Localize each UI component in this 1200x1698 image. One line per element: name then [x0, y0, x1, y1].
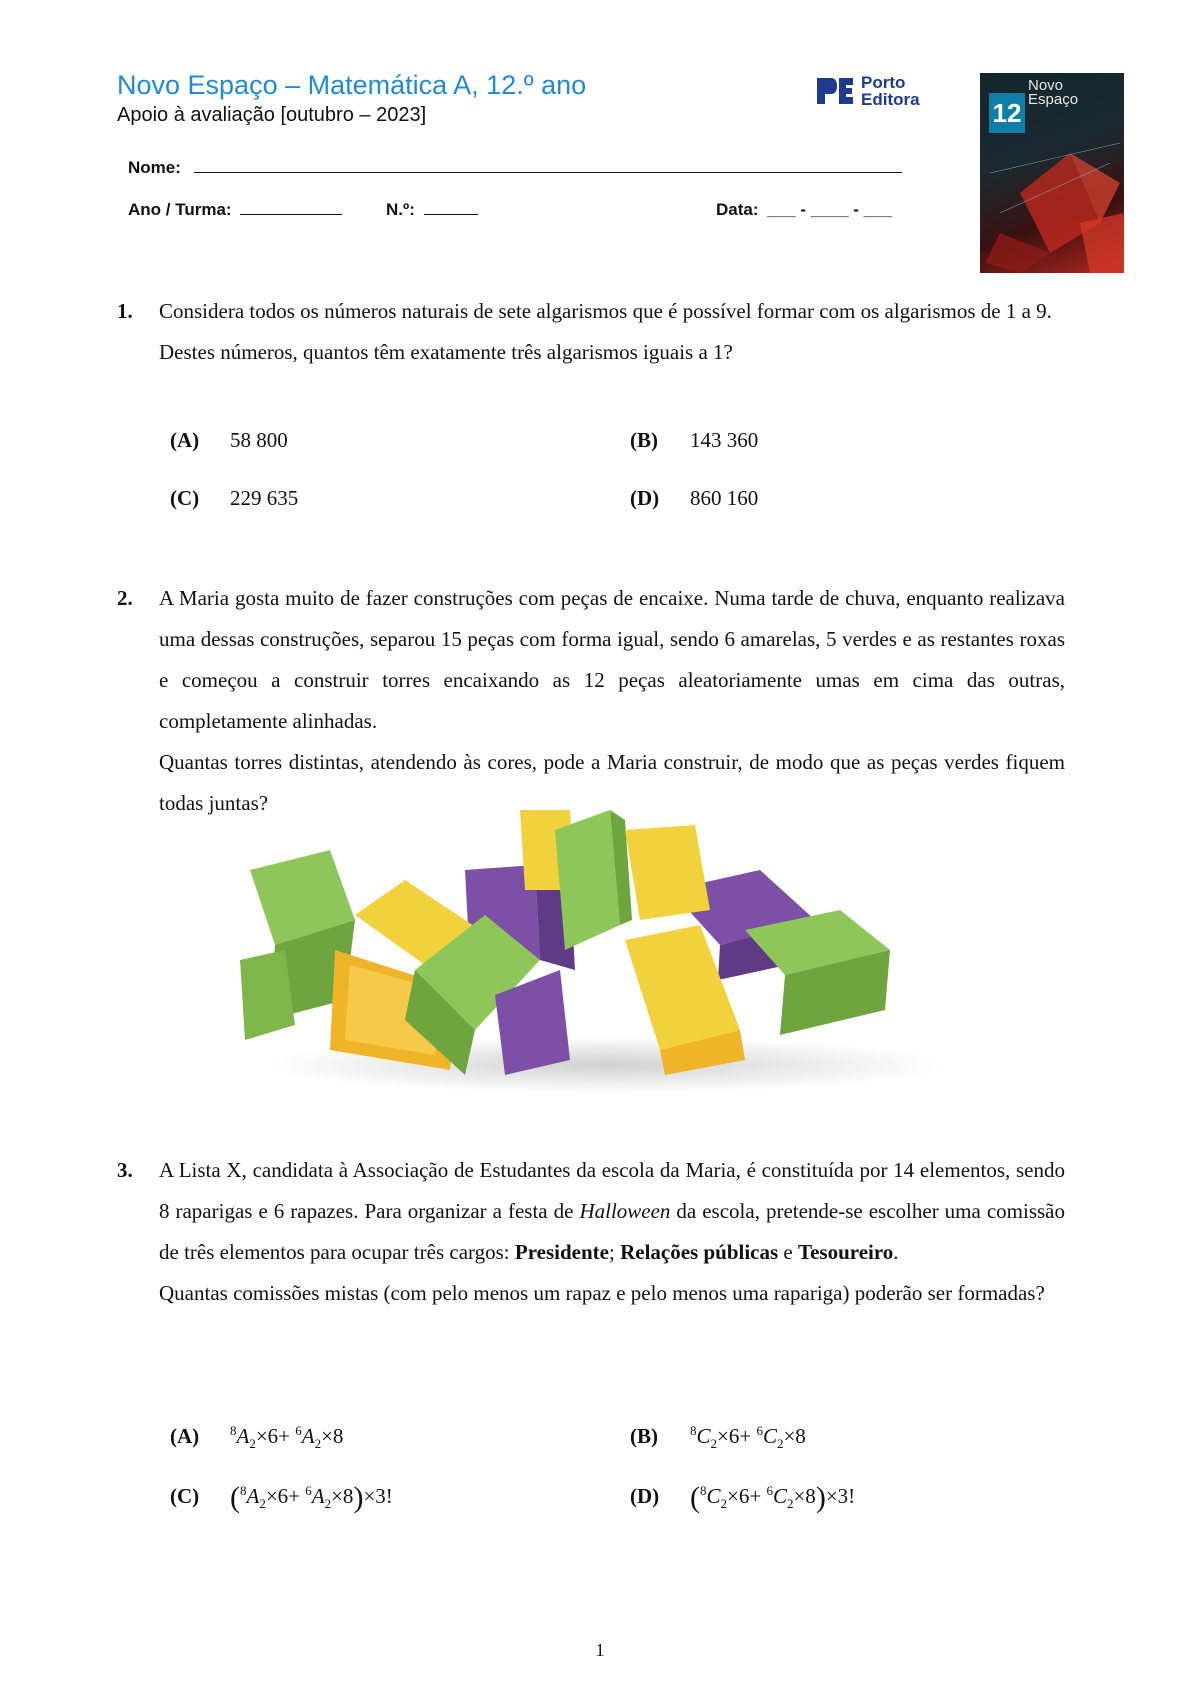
option-letter: (D) [630, 1484, 660, 1508]
question-3-prompt: Quantas comissões mistas (com pelo menos um rapaz e pelo menos uma rapariga) poderão ser formadas? [159, 1281, 1045, 1305]
book-cover-image [980, 73, 1124, 273]
question-2 [117, 578, 1065, 824]
logo-text-line-1: Porto [861, 73, 906, 92]
class-input-line[interactable] [240, 200, 342, 215]
cover-number: 12 [989, 93, 1025, 133]
document-title: Novo Espaço – Matemática A, 12.º ano [117, 70, 587, 100]
publisher-logo-icon [815, 74, 855, 108]
option-letter: (C) [170, 1484, 200, 1508]
logo-text-line-2: Editora [861, 90, 920, 109]
option-value: 860 160 [690, 486, 759, 510]
question-3-number: 3. [117, 1158, 133, 1182]
porto-editora-logo [815, 74, 930, 114]
option-letter: (C) [170, 486, 200, 510]
option-formula: $^8A_2\times 6+ ^6A_2\times 8$ [230, 1423, 344, 1452]
number-field [386, 200, 478, 220]
name-input-line[interactable] [194, 158, 902, 173]
name-field [128, 158, 902, 178]
green-brick-tall [555, 810, 632, 950]
option-letter: (B) [630, 1424, 658, 1448]
question-1-prompt: Destes números, quantos têm exatamente três algarismos iguais a 1? [159, 340, 733, 364]
building-bricks-image [240, 810, 970, 1095]
question-1-option-c[interactable] [170, 486, 298, 511]
date-label: Data: [716, 200, 759, 219]
date-field [716, 200, 892, 220]
question-3-italic-term: Halloween [579, 1199, 671, 1223]
question-3-option-a[interactable] [170, 1423, 343, 1452]
question-2-text: A Maria gosta muito de fazer construções com peças de encaixe. Numa tarde de chuva, enquanto realizava uma dessas construções, separou 15 peças com forma igual, sendo 6 amarelas, 5 verdes e as restantes roxas e começou a construir torres encaixando as 12 peças aleatoriamente umas em cima das outras, completamente alinhadas. [159, 586, 1065, 733]
question-3-option-b[interactable] [630, 1423, 806, 1452]
option-letter: (A) [170, 1424, 200, 1448]
question-2-prompt: Quantas torres distintas, atendendo às cores, pode a Maria construir, de modo que as peças verdes fiquem todas juntas? [159, 750, 1065, 815]
cover-title-line-1: Novo [1028, 77, 1064, 94]
logo-text [861, 74, 920, 108]
role-separator-1: ; [608, 1240, 621, 1264]
question-1-option-a[interactable] [170, 428, 288, 453]
question-1-option-b[interactable] [630, 428, 758, 453]
number-input-line[interactable] [424, 200, 478, 215]
date-input-blanks[interactable]: ___ - ____ - ___ [767, 200, 893, 219]
question-1-number: 1. [117, 299, 133, 323]
cover-title-line-2: Espaço [1028, 91, 1079, 108]
role-treasurer: Tesoureiro [798, 1240, 894, 1264]
question-3-text [159, 1150, 1065, 1273]
question-1 [117, 291, 1065, 373]
option-formula: $(^8C_2\times 6+ ^6C_2\times 8)\times 3$! [690, 1481, 856, 1514]
option-formula: $^8C_2\times 6+ ^6C_2\times 8$ [690, 1423, 806, 1452]
question-3-option-d[interactable] [630, 1481, 855, 1515]
name-label: Nome: [128, 158, 181, 177]
cover-decoration-icon [980, 73, 1124, 273]
question-1-text: Considera todos os números naturais de sete algarismos que é possível formar com os algarismos de 1 a 9. [159, 299, 1052, 323]
document-subtitle: Apoio à avaliação [outubro – 2023] [117, 104, 427, 126]
sentence-end: . [893, 1240, 899, 1264]
question-3-option-c[interactable] [170, 1481, 393, 1515]
role-public-relations: Relações públicas [620, 1240, 779, 1264]
role-separator-2: e [778, 1240, 798, 1264]
question-3-text-a: A Lista X, candidata à Associação de Estudantes da escola da Maria, é constituída por 14 elementos, sendo 8 raparigas e 6 rapazes. Para organizar a festa de [159, 1158, 1065, 1223]
question-3-text-b: da escola, pretende-se escolher uma comissão de três elementos para ocupar três cargos: [159, 1199, 1065, 1264]
class-label: Ano / Turma: [128, 200, 232, 219]
number-label: N.º: [386, 200, 415, 219]
option-letter: (A) [170, 428, 200, 452]
role-president: Presidente [514, 1240, 609, 1264]
class-field [128, 200, 342, 220]
option-letter: (B) [630, 428, 658, 452]
option-formula: $(^8A_2\times 6+ ^6A_2\times 8)\times 3$! [230, 1481, 393, 1514]
option-value: 229 635 [230, 486, 299, 510]
question-1-option-d[interactable] [630, 486, 758, 511]
option-value: 58 800 [230, 428, 288, 452]
option-letter: (D) [630, 486, 660, 510]
option-value: 143 360 [690, 428, 759, 452]
green-brick-right [745, 910, 890, 1035]
page-number: 1 [595, 1640, 605, 1660]
question-3 [117, 1150, 1065, 1314]
question-2-number: 2. [117, 586, 133, 610]
